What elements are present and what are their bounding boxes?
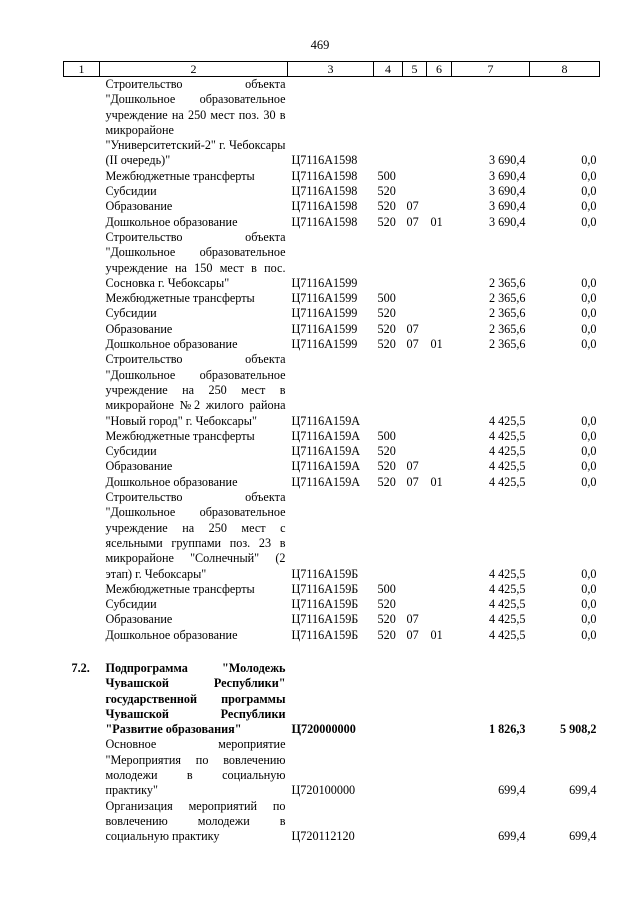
row-expense-type — [374, 230, 403, 291]
row-value-col8: 699,4 — [569, 829, 597, 844]
row-code: Ц7116А1599 — [291, 306, 358, 321]
row-value-col7: 4 425,5 — [488, 566, 526, 581]
row-value-col7: 1 826,3 — [488, 722, 526, 737]
row-expense-type — [374, 490, 403, 582]
row-subsection — [427, 199, 452, 214]
table-row — [64, 199, 600, 214]
row-number — [64, 490, 100, 582]
row-name: Субсидии — [105, 306, 157, 321]
row-subsection — [427, 352, 452, 428]
row-section — [403, 597, 427, 612]
row-name: Основное мероприятие "Мероприятия по вовлечению молодежи в социальную практику" — [105, 737, 286, 798]
row-expense-type: 520 — [377, 597, 396, 612]
row-section — [403, 230, 427, 291]
row-number — [64, 429, 100, 444]
row-expense-type: 500 — [377, 291, 396, 306]
row-subsection — [427, 322, 452, 337]
row-number — [64, 337, 100, 352]
row-subsection — [427, 77, 452, 169]
row-section — [403, 444, 427, 459]
row-expense-type: 520 — [377, 474, 396, 489]
row-code: Ц7116А159А — [291, 413, 361, 428]
row-number — [64, 628, 100, 643]
row-expense-type: 520 — [377, 306, 396, 321]
row-value-col8: 0,0 — [581, 321, 597, 336]
row-value-col8: 0,0 — [581, 428, 597, 443]
row-value-col7: 2 365,6 — [488, 306, 526, 321]
row-section: 07 — [406, 337, 419, 352]
row-value-col7: 2 365,6 — [488, 337, 526, 352]
row-value-col8: 0,0 — [581, 612, 597, 627]
row-value-col8: 0,0 — [581, 459, 597, 474]
row-code: Ц7116А159А — [291, 444, 361, 459]
table-row — [64, 597, 600, 612]
table-row — [64, 291, 600, 306]
row-number — [64, 169, 100, 184]
row-expense-type — [374, 799, 403, 845]
row-code: Ц7116А1599 — [291, 291, 358, 306]
row-code: Ц7116А1598 — [291, 153, 358, 168]
table-row — [64, 612, 600, 627]
row-name: Организация мероприятий по вовлечению молодежи в социальную практику — [105, 798, 286, 844]
row-subsection — [427, 612, 452, 627]
row-name: Межбюджетные трансферты — [105, 428, 255, 443]
row-number — [64, 799, 100, 845]
row-name: Образование — [105, 612, 173, 627]
row-value-col8: 0,0 — [581, 581, 597, 596]
row-code: Ц7116А159Б — [291, 581, 359, 596]
row-expense-type: 520 — [377, 612, 396, 627]
budget-table — [63, 61, 600, 845]
row-name: Субсидии — [105, 597, 157, 612]
table-row — [64, 215, 600, 230]
table-row — [64, 444, 600, 459]
row-code: Ц7116А159Б — [291, 597, 359, 612]
row-value-col8: 0,0 — [581, 168, 597, 183]
header-cell-2: 2 — [100, 62, 288, 77]
row-section: 07 — [406, 627, 419, 642]
row-value-col7: 699,4 — [498, 829, 526, 844]
table-row — [64, 337, 600, 352]
row-number — [64, 199, 100, 214]
row-number — [64, 459, 100, 474]
row-section — [403, 77, 427, 169]
row-value-col7: 2 365,6 — [488, 291, 526, 306]
row-expense-type: 520 — [377, 184, 396, 199]
row-number — [64, 77, 100, 169]
row-subsection: 01 — [430, 627, 443, 642]
row-name: Межбюджетные трансферты — [105, 168, 255, 183]
row-code: Ц7116А159Б — [291, 627, 359, 642]
row-number — [64, 582, 100, 597]
row-number — [64, 444, 100, 459]
row-section — [403, 661, 427, 737]
row-name: Межбюджетные трансферты — [105, 291, 255, 306]
row-expense-type: 520 — [377, 459, 396, 474]
row-value-col7: 4 425,5 — [488, 612, 526, 627]
row-name: Строительство объекта "Дошкольное образовательное учреждение на 250 мест с ясельными группами поз. 23 в микрорайоне "Солнечный" (2 этап) г. Чебоксары" — [105, 490, 286, 581]
row-value-col8: 0,0 — [581, 291, 597, 306]
row-value-col7: 3 690,4 — [488, 214, 526, 229]
row-expense-type: 500 — [377, 581, 396, 596]
table-row — [64, 306, 600, 321]
row-expense-type: 520 — [377, 337, 396, 352]
row-number: 7.2. — [71, 660, 90, 675]
row-expense-type: 520 — [377, 321, 396, 336]
row-code: Ц7116А1598 — [291, 214, 358, 229]
row-number — [64, 475, 100, 490]
row-code: Ц7116А159Б — [291, 612, 359, 627]
row-number — [64, 184, 100, 199]
row-number — [64, 352, 100, 428]
row-subsection — [427, 799, 452, 845]
row-expense-type: 520 — [377, 627, 396, 642]
row-subsection — [427, 444, 452, 459]
row-name: Дошкольное образование — [105, 337, 238, 352]
row-section: 07 — [406, 459, 419, 474]
header-cell-1: 1 — [64, 62, 100, 77]
header-cell-7: 7 — [452, 62, 530, 77]
row-value-col7: 699,4 — [498, 783, 526, 798]
row-subsection — [427, 429, 452, 444]
row-code: Ц720000000 — [291, 722, 356, 737]
table-row — [64, 352, 600, 428]
row-name: Дошкольное образование — [105, 214, 238, 229]
table-row — [64, 230, 600, 291]
row-name: Субсидии — [105, 444, 157, 459]
table-row — [64, 77, 600, 169]
row-section — [403, 737, 427, 798]
row-section — [403, 429, 427, 444]
row-expense-type: 520 — [377, 214, 396, 229]
row-expense-type: 500 — [377, 168, 396, 183]
row-section — [403, 184, 427, 199]
row-value-col7: 4 425,5 — [488, 459, 526, 474]
row-code: Ц7116А1599 — [291, 321, 358, 336]
row-subsection — [427, 291, 452, 306]
row-subsection — [427, 661, 452, 737]
row-value-col8: 0,0 — [581, 184, 597, 199]
row-value-col7: 3 690,4 — [488, 199, 526, 214]
table-body — [64, 77, 600, 845]
table-row — [64, 628, 600, 643]
row-section — [403, 306, 427, 321]
header-cell-6: 6 — [427, 62, 452, 77]
row-expense-type — [374, 352, 403, 428]
row-section — [403, 169, 427, 184]
row-number — [64, 291, 100, 306]
row-expense-type: 500 — [377, 428, 396, 443]
header-cell-5: 5 — [403, 62, 427, 77]
row-section — [403, 799, 427, 845]
row-value-col7: 4 425,5 — [488, 474, 526, 489]
row-name: Межбюджетные трансферты — [105, 581, 255, 596]
row-subsection — [427, 582, 452, 597]
row-code: Ц7116А1598 — [291, 184, 358, 199]
row-name: Образование — [105, 321, 173, 336]
row-name: Дошкольное образование — [105, 627, 238, 642]
row-code: Ц7116А159Б — [291, 566, 359, 581]
row-subsection — [427, 169, 452, 184]
row-subsection — [427, 597, 452, 612]
row-section — [403, 582, 427, 597]
row-value-col8: 0,0 — [581, 413, 597, 428]
row-expense-type — [374, 661, 403, 737]
row-spacer — [64, 643, 600, 661]
row-section: 07 — [406, 214, 419, 229]
header-row — [64, 62, 600, 77]
row-code: Ц7116А159А — [291, 459, 361, 474]
row-value-col8: 699,4 — [569, 783, 597, 798]
row-subsection — [427, 459, 452, 474]
row-name: Субсидии — [105, 184, 157, 199]
row-value-col8: 0,0 — [581, 597, 597, 612]
row-name: Образование — [105, 459, 173, 474]
header-cell-3: 3 — [288, 62, 374, 77]
row-value-col8: 0,0 — [581, 627, 597, 642]
row-name: Строительство объекта "Дошкольное образовательное учреждение на 250 мест поз. 30 в микрорайоне "Университетский-2" г. Чебоксары (II очередь)" — [105, 77, 286, 168]
row-expense-type: 520 — [377, 444, 396, 459]
row-number — [64, 737, 100, 798]
row-value-col7: 3 690,4 — [488, 153, 526, 168]
row-value-col7: 4 425,5 — [488, 627, 526, 642]
table-row — [64, 459, 600, 474]
row-code: Ц7116А1598 — [291, 168, 358, 183]
row-value-col8: 0,0 — [581, 275, 597, 290]
table-row — [64, 799, 600, 845]
row-value-col7: 4 425,5 — [488, 444, 526, 459]
row-value-col7: 3 690,4 — [488, 168, 526, 183]
row-section — [403, 490, 427, 582]
row-number — [64, 215, 100, 230]
row-value-col8: 0,0 — [581, 199, 597, 214]
row-subsection — [427, 490, 452, 582]
row-section: 07 — [406, 321, 419, 336]
row-name: Подпрограмма "Молодежь Чувашской Республики" государственной программы Чувашской Республики "Развитие образования" — [105, 660, 286, 737]
row-section — [403, 291, 427, 306]
row-subsection — [427, 184, 452, 199]
row-number — [64, 612, 100, 627]
row-subsection: 01 — [430, 214, 443, 229]
header-cell-4: 4 — [374, 62, 403, 77]
table-row — [64, 582, 600, 597]
row-expense-type: 520 — [377, 199, 396, 214]
row-number — [64, 597, 100, 612]
row-value-col8: 0,0 — [581, 337, 597, 352]
row-subsection — [427, 306, 452, 321]
row-subsection — [427, 737, 452, 798]
row-expense-type — [374, 737, 403, 798]
row-name: Строительство объекта "Дошкольное образовательное учреждение на 150 мест в пос. Сосновка г. Чебоксары" — [105, 229, 286, 290]
row-number — [64, 322, 100, 337]
row-name: Образование — [105, 199, 173, 214]
row-code: Ц7116А159А — [291, 428, 361, 443]
row-value-col7: 4 425,5 — [488, 428, 526, 443]
table-row — [64, 475, 600, 490]
row-name: Строительство объекта "Дошкольное образовательное учреждение на 250 мест в микрорайоне №2 жилого района "Новый город" г. Чебоксары" — [105, 352, 286, 428]
row-value-col8: 0,0 — [581, 214, 597, 229]
row-code: Ц7116А159А — [291, 474, 361, 489]
table-row — [64, 429, 600, 444]
row-section — [403, 352, 427, 428]
page-number: 469 — [310, 38, 330, 52]
row-code: Ц720112120 — [291, 829, 355, 844]
table-row — [64, 661, 600, 737]
row-value-col8: 0,0 — [581, 153, 597, 168]
table-row — [64, 184, 600, 199]
row-code: Ц7116А1599 — [291, 275, 358, 290]
row-section: 07 — [406, 199, 419, 214]
row-value-col7: 2 365,6 — [488, 275, 526, 290]
row-subsection: 01 — [430, 337, 443, 352]
row-value-col7: 2 365,6 — [488, 321, 526, 336]
row-name: Дошкольное образование — [105, 474, 238, 489]
header-cell-8: 8 — [530, 62, 600, 77]
row-section: 07 — [406, 474, 419, 489]
row-number — [64, 230, 100, 291]
row-value-col8: 5 908,2 — [559, 722, 597, 737]
row-code: Ц7116А1599 — [291, 337, 358, 352]
row-code: Ц720100000 — [291, 783, 356, 798]
row-section: 07 — [406, 612, 419, 627]
row-value-col8: 0,0 — [581, 474, 597, 489]
row-expense-type — [374, 77, 403, 169]
row-value-col7: 4 425,5 — [488, 581, 526, 596]
row-number — [64, 306, 100, 321]
row-subsection — [427, 230, 452, 291]
row-value-col8: 0,0 — [581, 566, 597, 581]
table-row — [64, 737, 600, 798]
table-row — [64, 169, 600, 184]
row-value-col8: 0,0 — [581, 306, 597, 321]
table-row — [64, 322, 600, 337]
row-subsection: 01 — [430, 474, 443, 489]
row-value-col7: 3 690,4 — [488, 184, 526, 199]
table-row — [64, 490, 600, 582]
row-code: Ц7116А1598 — [291, 199, 358, 214]
row-value-col7: 4 425,5 — [488, 413, 526, 428]
row-value-col7: 4 425,5 — [488, 597, 526, 612]
row-value-col8: 0,0 — [581, 444, 597, 459]
